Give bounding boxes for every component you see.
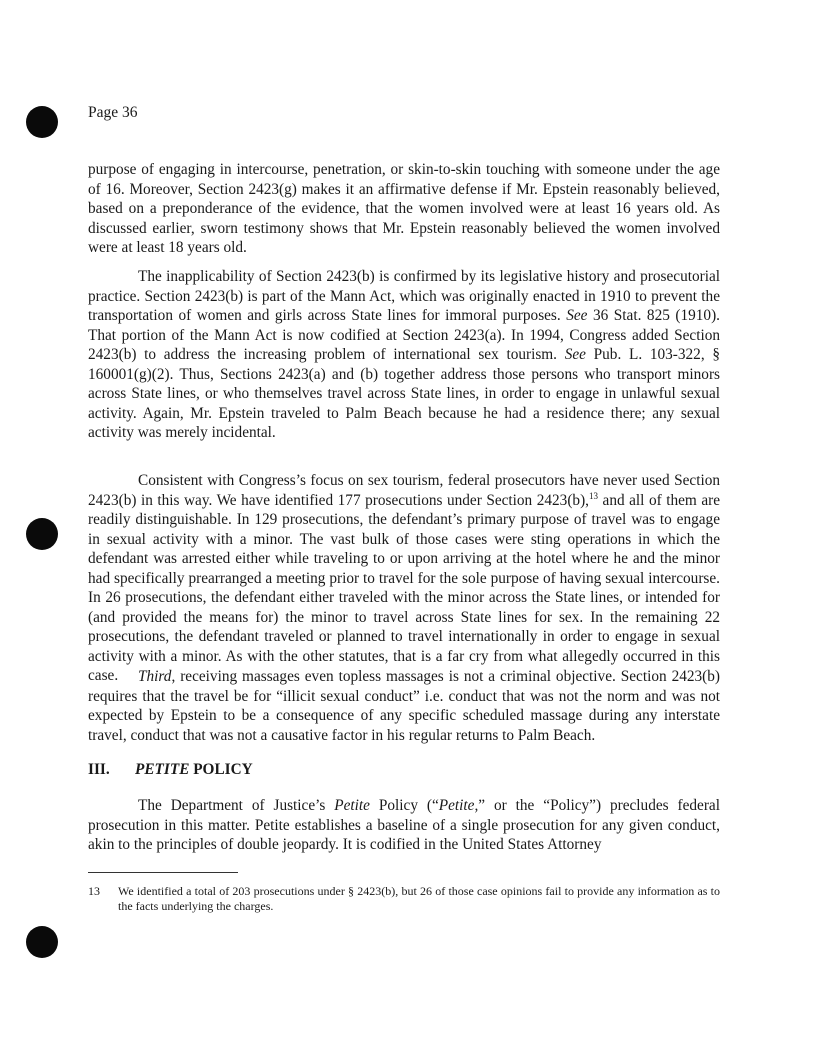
paragraph-4-text: , receiving massages even topless massages is not a criminal objective. Section 2423(b) requires that the travel be for “illicit sexual conduct” i.e. conduct that was not the norm and was not expected by Epstein to be a consequence of any specific scheduled massage during any interstate travel, conduct that was not a causative factor in his regular returns to Palm Beach. [88,668,720,744]
punch-hole-bottom [26,926,58,958]
citation-signal-see: See [566,307,588,324]
footnote-reference: 13 [589,490,598,501]
citation-signal-see: See [564,346,586,363]
footnote-divider [88,872,238,873]
footnote-text: We identified a total of 203 prosecutions under § 2423(b), but 26 of those case opinions fail to provide any information as to the facts underlying the charges. [118,884,720,913]
paragraph-5-text-c: ” or the “Policy”) precludes federal prosecution in this matter. Petite establishes a baseline of a single prosecution for any given conduct, akin to the principles of double jeopardy. It is codified in the United States Attorney [88,797,720,853]
paragraph-2 [88,267,720,443]
section-title-rest: POLICY [189,761,253,778]
paragraph-4 [88,667,720,745]
footnote-mark: 13 [88,884,100,898]
paragraph-2-text-a: The inapplicability of Section 2423(b) is confirmed by its legislative history and prosecutorial practice. Section 2423(b) is part of the Mann Act, which was originally enacted in 1910 to prevent the transportation of women and girls across State lines for immoral purposes. [88,268,720,324]
paragraph-1 [88,160,720,258]
page-number: Page 36 [88,104,138,121]
paragraph-3-text-a: Consistent with Congress’s focus on sex tourism, federal prosecutors have never used Section 2423(b) in this way. We have identified 177 prosecutions under Section 2423(b), [88,472,720,509]
section-number: III. [88,761,110,778]
footnote-13 [88,884,720,914]
emphasis-petite: Petite, [438,797,479,814]
paragraph-2-text-c: Pub. L. 103-322, § 160001(g)(2). Thus, Sections 2423(a) and (b) together address those persons who transport minors across State lines, or who themselves travel across State lines, in order to engage in unlawful sexual activity. Again, Mr. Epstein traveled to Palm Beach because he had a residence there; any sexual activity was merely incidental. [88,346,720,441]
paragraph-1-text: purpose of engaging in intercourse, penetration, or skin-to-skin touching with someone under the age of 16. Moreover, Section 2423(g) makes it an affirmative defense if Mr. Epstein reasonably believed, based on a preponderance of the evidence, that the women involved were at least 16 years old. As discussed earlier, sworn testimony shows that Mr. Epstein reasonably believed the women involved were at least 18 years old. [88,161,720,256]
emphasis-third: Third [138,668,172,685]
paragraph-3-text-b: and all of them are readily distinguishable. In 129 prosecutions, the defendant’s primary purpose of travel was to engage in sexual activity with a minor. The vast bulk of those cases were sting operations in which the defendant was arrested either while traveling to or upon arriving at the hotel where he and the minor had specifically prearranged a meeting prior to travel for the sole purpose of having sexual intercourse. In 26 prosecutions, the defendant either traveled with the minor across the State lines, or intended for (and provided the means for) the minor to travel across State lines for sex. In the remaining 22 prosecutions, the defendant traveled or planned to travel internationally in order to engage in sexual activity with a minor. As with the other statutes, that is a far cry from what allegedly occurred in this case. [88,491,721,684]
punch-hole-middle [26,518,58,550]
section-heading [88,761,253,779]
paragraph-5 [88,796,720,855]
section-title-italic: PETITE [135,761,190,778]
paragraph-5-text-b: Policy (“ [369,797,439,814]
paragraph-3 [88,471,720,686]
paragraph-2-text-b: 36 Stat. 825 (1910). That portion of the Mann Act is now codified at Section 2423(a). In 1994, Congress added Section 2423(b) to address the increasing problem of international sex tourism. [88,307,720,363]
emphasis-petite: Petite [334,797,370,814]
punch-hole-top [26,106,58,138]
paragraph-5-text-a: The Department of Justice’s [138,797,335,814]
